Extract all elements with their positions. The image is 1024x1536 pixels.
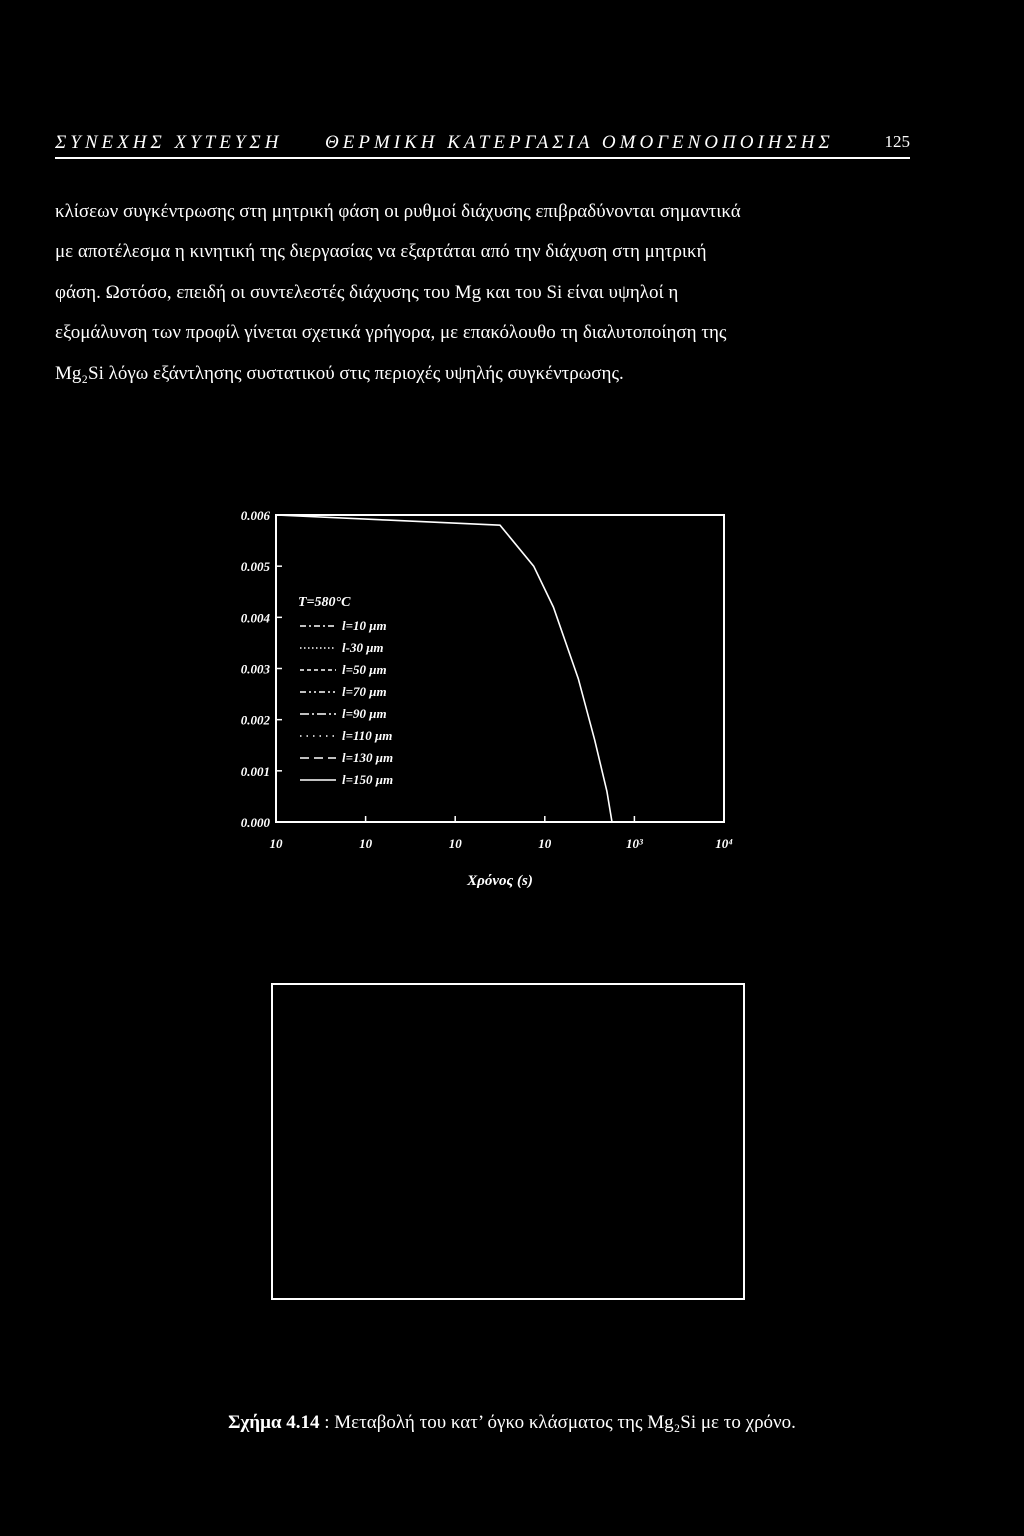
y-tick-label: 0.001 <box>240 763 270 779</box>
header-chapter: ΣΥΝΕΧΗΣ ΧΥΤΕΥΣΗ <box>55 132 283 153</box>
paragraph-line: φάση. Ωστόσο, επειδή οι συντελεστές διάχυσης του Mg και του Si είναι υψηλοί η <box>55 282 679 303</box>
y-tick-label: 0.000 <box>240 815 270 830</box>
series-line <box>276 515 612 822</box>
paragraph-line: με αποτέλεσμα η κινητική της διεργασίας να εξαρτάται από την διάχυση στη μητρική <box>55 241 707 262</box>
y-tick-label: 0.004 <box>240 610 270 626</box>
legend-label: l-30 μm <box>342 640 384 655</box>
caption-label: Σχήμα 4.14 <box>228 1412 320 1433</box>
legend-label: l=70 μm <box>342 684 387 699</box>
y-tick-label: 0.005 <box>240 559 270 575</box>
legend-label: l=50 μm <box>342 662 387 677</box>
legend-label: l=130 μm <box>342 750 394 765</box>
x-tick-label: 10⁴ <box>715 836 733 851</box>
y-tick-label: 0.002 <box>240 712 270 728</box>
y-tick-label: 0.003 <box>240 661 270 677</box>
legend-label: l=90 μm <box>342 706 387 721</box>
temperature-annotation: T=580°C <box>298 595 351 610</box>
x-tick-label: 10³ <box>625 836 643 851</box>
x-tick-label: 10 <box>538 836 552 851</box>
caption-text: : Μεταβολή του κατ’ όγκο κλάσματος της Mg₂Si με το χρόνο. <box>319 1412 796 1433</box>
x-axis-label: Χρόνος (s) <box>467 873 533 889</box>
figure-panel-empty <box>271 983 745 1300</box>
legend-label: l=150 μm <box>342 772 394 787</box>
paragraph-line: Mg₂Si λόγω εξάντλησης συστατικού στις περιοχές υψηλής συγκέντρωσης. <box>55 363 624 384</box>
page-number: 125 <box>884 132 910 151</box>
header-section: ΘΕΡΜΙΚΗ ΚΑΤΕΡΓΑΣΙΑ ΟΜΟΓΕΝΟΠΟΙΗΣΗΣ <box>325 132 834 153</box>
x-tick-label: 10 <box>359 836 373 851</box>
x-tick-label: 10 <box>448 836 462 851</box>
legend-label: l=10 μm <box>342 618 387 633</box>
legend-label: l=110 μm <box>342 728 393 743</box>
x-tick-label: 10 <box>269 836 283 851</box>
paragraph-line: εξομάλυνση των προφίλ γίνεται σχετικά γρήγορα, με επακόλουθο τη διαλυτοποίηση της <box>55 322 727 343</box>
figure-caption <box>0 1412 1024 1434</box>
y-tick-label: 0.006 <box>240 508 270 523</box>
paragraph-line: κλίσεων συγκέντρωσης στη μητρική φάση οι ρυθμοί διάχυσης επιβραδύνονται σημαντικά <box>55 201 741 222</box>
